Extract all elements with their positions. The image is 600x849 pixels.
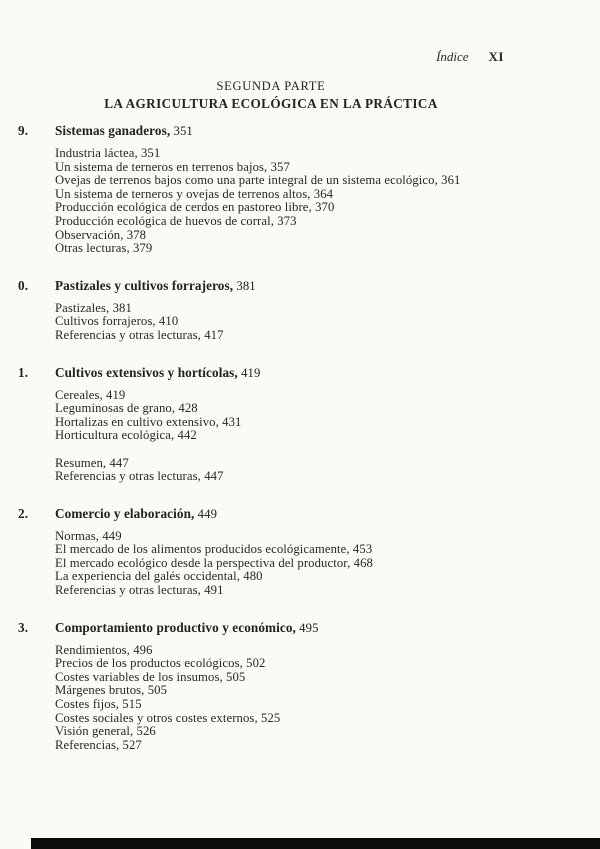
toc-entry: Horticultura ecológica, 442: [55, 428, 197, 443]
toc-entry: Costes sociales y otros costes externos, 525: [55, 710, 281, 725]
running-head-page-number: XI: [488, 49, 504, 64]
running-head-title: Índice: [436, 49, 469, 64]
toc-entry: Referencias y otras lecturas, 417: [55, 327, 224, 342]
part-number-line: SEGUNDA PARTE: [216, 79, 326, 93]
chapter-block: [18, 123, 570, 256]
toc-entry: Referencias y otras lecturas, 491: [55, 583, 224, 598]
chapter-number: 0.: [18, 277, 29, 293]
chapter-heading: [18, 277, 570, 294]
chapter-heading: [18, 123, 570, 139]
chapter-title: Comportamiento productivo y económico,: [55, 619, 296, 635]
toc-entry: Otras lecturas, 379: [55, 241, 153, 256]
toc-entry: La experiencia del galés occidental, 480: [55, 569, 263, 584]
chapter-title: Cultivos extensivos y hortícolas,: [55, 364, 238, 380]
chapter-heading: [18, 619, 570, 636]
toc-entry: Producción ecológica de cerdos en pastoreo libre, 370: [55, 200, 335, 215]
toc-entry: Leguminosas de grano, 428: [55, 401, 198, 416]
chapter-page-number: 381: [233, 278, 256, 293]
toc-entry: Producción ecológica de huevos de corral, 373: [55, 213, 297, 228]
chapter-heading: [18, 364, 570, 381]
toc-entry: Márgenes brutos, 505: [55, 683, 168, 698]
chapter-page-number: 351: [170, 124, 193, 138]
toc-entry: Hortalizas en cultivo extensivo, 431: [55, 414, 242, 429]
toc-entry: Resumen, 447: [55, 455, 129, 470]
chapter-number: 9.: [18, 123, 29, 138]
chapter-number: 3.: [18, 619, 29, 635]
part-heading: [0, 79, 542, 112]
toc-entry: El mercado ecológico desde la perspectiva del productor, 468: [55, 555, 373, 570]
chapter-number: 1.: [18, 364, 29, 380]
toc-entry: Rendimientos, 496: [55, 642, 153, 657]
toc-entry: Costes variables de los insumos, 505: [55, 669, 246, 684]
toc-entry: Precios de los productos ecológicos, 502: [55, 656, 266, 671]
chapter-title: Comercio y elaboración,: [55, 505, 195, 521]
toc-entry: Industria láctea, 351: [55, 146, 161, 160]
toc-entry: Cereales, 419: [55, 387, 126, 402]
chapter-page-number: 495: [295, 620, 319, 635]
chapter-block: [18, 505, 570, 598]
toc-entry: Referencias y otras lecturas, 447: [55, 469, 224, 484]
toc-entry: El mercado de los alimentos producidos ecológicamente, 453: [55, 542, 373, 557]
chapter-page-number: 449: [194, 506, 218, 521]
entry-spacer: [55, 443, 570, 457]
chapter-block: [18, 277, 570, 343]
toc-entry: Un sistema de terneros y ovejas de terrenos altos, 364: [55, 186, 334, 201]
table-of-contents: [18, 123, 570, 774]
toc-entry: Normas, 449: [55, 528, 122, 543]
chapter-title: Pastizales y cultivos forrajeros,: [55, 277, 234, 293]
toc-entry: Pastizales, 381: [55, 300, 132, 315]
scan-edge-artifact: [31, 838, 600, 849]
toc-entry: Observación, 378: [55, 227, 147, 242]
toc-entry: Ovejas de terrenos bajos como una parte integral de un sistema ecológico, 361: [55, 173, 461, 188]
chapter-title: Sistemas ganaderos,: [55, 123, 171, 138]
part-title-line: LA AGRICULTURA ECOLÓGICA EN LA PRÁCTICA: [104, 96, 438, 111]
toc-entry: Visión general, 526: [55, 724, 156, 739]
chapter-block: [18, 619, 570, 753]
toc-entry: Referencias, 527: [55, 737, 142, 752]
running-head: [436, 49, 504, 65]
toc-entry: Costes fijos, 515: [55, 697, 142, 712]
chapter-block: [18, 364, 570, 484]
chapter-heading: [18, 505, 570, 522]
toc-entry: Cultivos forrajeros, 410: [55, 314, 179, 329]
toc-entry: Un sistema de terneros en terrenos bajos, 357: [55, 159, 290, 174]
chapter-page-number: 419: [237, 365, 261, 380]
chapter-number: 2.: [18, 505, 29, 521]
